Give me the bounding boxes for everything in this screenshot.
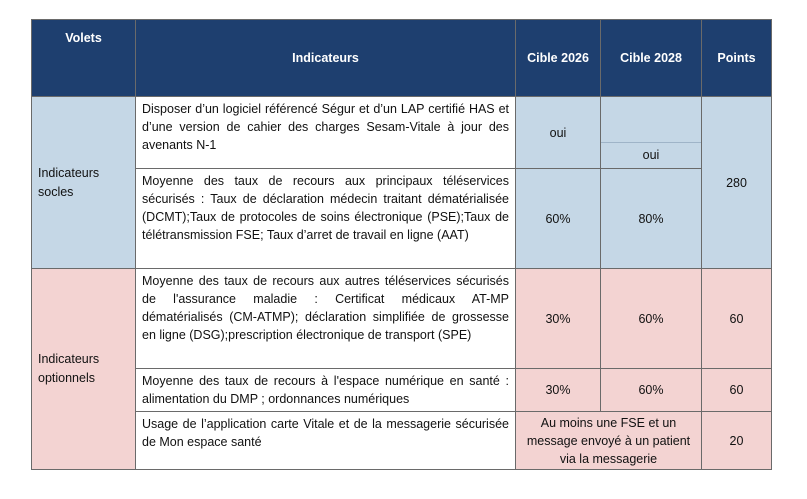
cible-2026-value: 30% bbox=[516, 369, 601, 412]
header-cible-2026: Cible 2026 bbox=[516, 20, 601, 97]
cible-2026-value: 30% bbox=[516, 269, 601, 369]
cible-merged-value bbox=[516, 412, 702, 470]
points-value: 20 bbox=[702, 412, 772, 470]
table-row bbox=[32, 269, 772, 369]
indicator-text: Moyenne des taux de recours aux autres téléservices sécurisés de l'assurance maladie : Certificat médicaux AT-MP dématérialisés (CM-ATMP); déclaration simplifiée de grossesse en ligne (DSG);prescription électronique de transport (SPE) bbox=[136, 269, 516, 369]
cible-2026-value: 60% bbox=[516, 169, 601, 269]
group-label-optionnels: Indicateurs optionnels bbox=[32, 269, 136, 470]
points-value: 60 bbox=[702, 369, 772, 412]
cible-2026-value: oui bbox=[516, 97, 601, 169]
group-label-socles: Indicateurs socles bbox=[32, 97, 136, 269]
cible-2028-value: 60% bbox=[601, 369, 702, 412]
table-row bbox=[32, 97, 772, 169]
points-value: 60 bbox=[702, 269, 772, 369]
indicator-text: Usage de l’application carte Vitale et de la messagerie sécurisée de Mon espace santé bbox=[136, 412, 516, 470]
cible-2028-cell bbox=[601, 97, 702, 169]
points-value-socles: 280 bbox=[702, 97, 772, 269]
table-header-row bbox=[32, 20, 772, 97]
cible-merged-text: Au moins une FSE et un message envoyé à un patient via la messagerie bbox=[526, 415, 691, 466]
cible-2028-value: oui bbox=[642, 148, 660, 162]
indicator-text: Disposer d’un logiciel référencé Ségur et d’un LAP certifié HAS et d’une version de cahier des charges Sesam-Vitale à jour des avenants N-1 bbox=[136, 97, 516, 169]
table-row bbox=[32, 369, 772, 412]
header-indicateurs: Indicateurs bbox=[136, 20, 516, 97]
table-row bbox=[32, 169, 772, 269]
header-volets: Volets bbox=[32, 20, 136, 97]
indicator-text: Moyenne des taux de recours aux principaux téléservices sécurisés : Taux de déclaration médecin traitant dématérialisée (DCMT);Taux de protocoles de soins électronique (PSE);Taux de télétransmission FSE; Taux d’arret de travail en ligne (AAT) bbox=[136, 169, 516, 269]
header-cible-2028: Cible 2028 bbox=[601, 20, 702, 97]
indicator-text: Moyenne des taux de recours à l'espace numérique en santé : alimentation du DMP ; ordonnances numériques bbox=[136, 369, 516, 412]
cible-2028-value: 60% bbox=[601, 269, 702, 369]
cible-2028-value: 80% bbox=[601, 169, 702, 269]
table-row bbox=[32, 412, 772, 470]
cible-2028-blank-band bbox=[601, 97, 701, 143]
indicators-table bbox=[31, 19, 772, 470]
header-points: Points bbox=[702, 20, 772, 97]
